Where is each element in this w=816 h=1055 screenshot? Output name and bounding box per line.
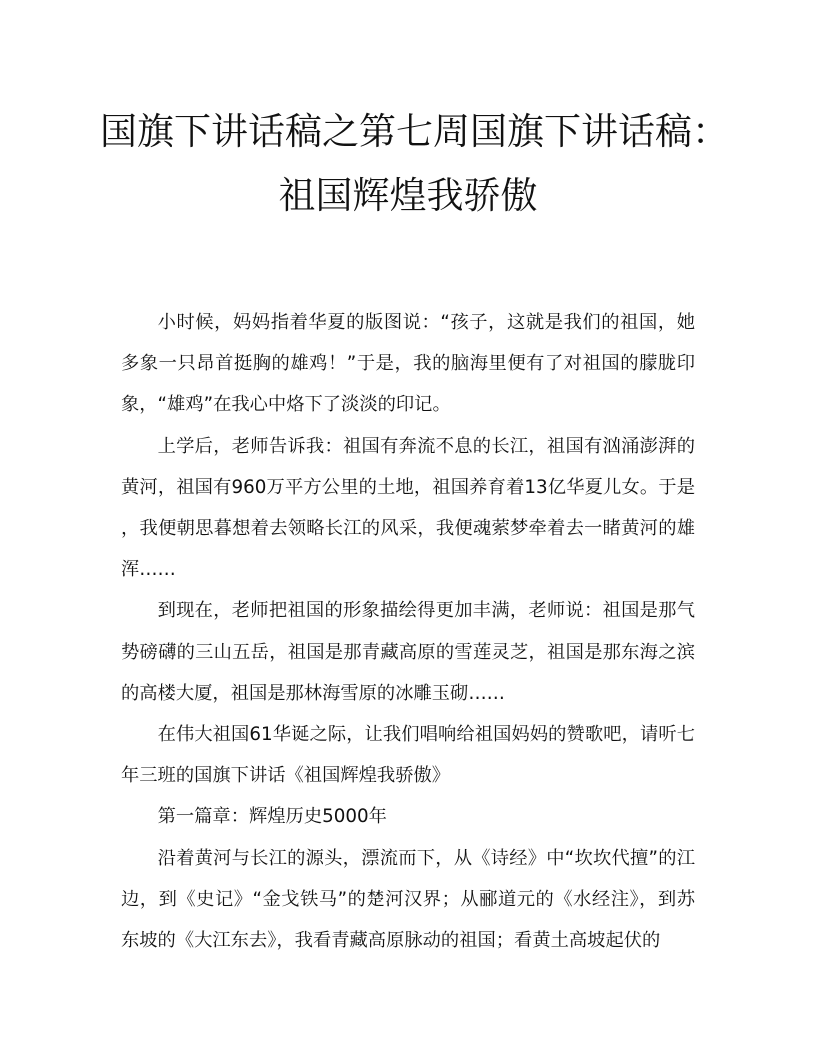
document-title-line-2: 祖国辉煌我骄傲: [278, 174, 538, 217]
paragraph-2: 上学后，老师告诉我：祖国有奔流不息的长江，祖国有汹涌澎湃的黄河，祖国有960万平方公里的土地，祖国养育着13亿华夏儿女。于是，我便朝思暮想着去领略长江的风采，我便魂萦梦牵着去一睹黄河的雄浑……: [121, 435, 695, 581]
paragraph-3: 到现在，老师把祖国的形象描绘得更加丰满，老师说：祖国是那气势磅礴的三山五岳，祖国是那青藏高原的雪莲灵芝，祖国是那东海之滨的高楼大厦，祖国是那林海雪原的冰雕玉砌……: [121, 600, 695, 704]
paragraph-5: 沿着黄河与长江的源头，漂流而下，从《诗经》中“坎坎代擅”的江边，到《史记》“金戈铁马”的楚河汉界；从郦道元的《水经注》，到苏东坡的《大江东去》，我看青藏高原脉动的祖国；看黄土高坡起伏的: [121, 847, 695, 952]
paragraph-4: 在伟大祖国61华诞之际，让我们唱响给祖国妈妈的赞歌吧，请听七年三班的国旗下讲话《祖国辉煌我骄傲》: [121, 724, 695, 787]
document-body: [121, 302, 695, 961]
document-title-line-1: 国旗下讲话稿之第七周国旗下讲话稿：: [100, 110, 729, 153]
paragraph-1: 小时候，妈妈指着华夏的版图说：“孩子，这就是我们的祖国，她多象一只昂首挺胸的雄鸡！”于是，我的脑海里便有了对祖国的朦胧印象，“雄鸡”在我心中烙下了淡淡的印记。: [121, 312, 695, 416]
section-heading: 第一篇章：辉煌历史5000年: [157, 806, 387, 828]
